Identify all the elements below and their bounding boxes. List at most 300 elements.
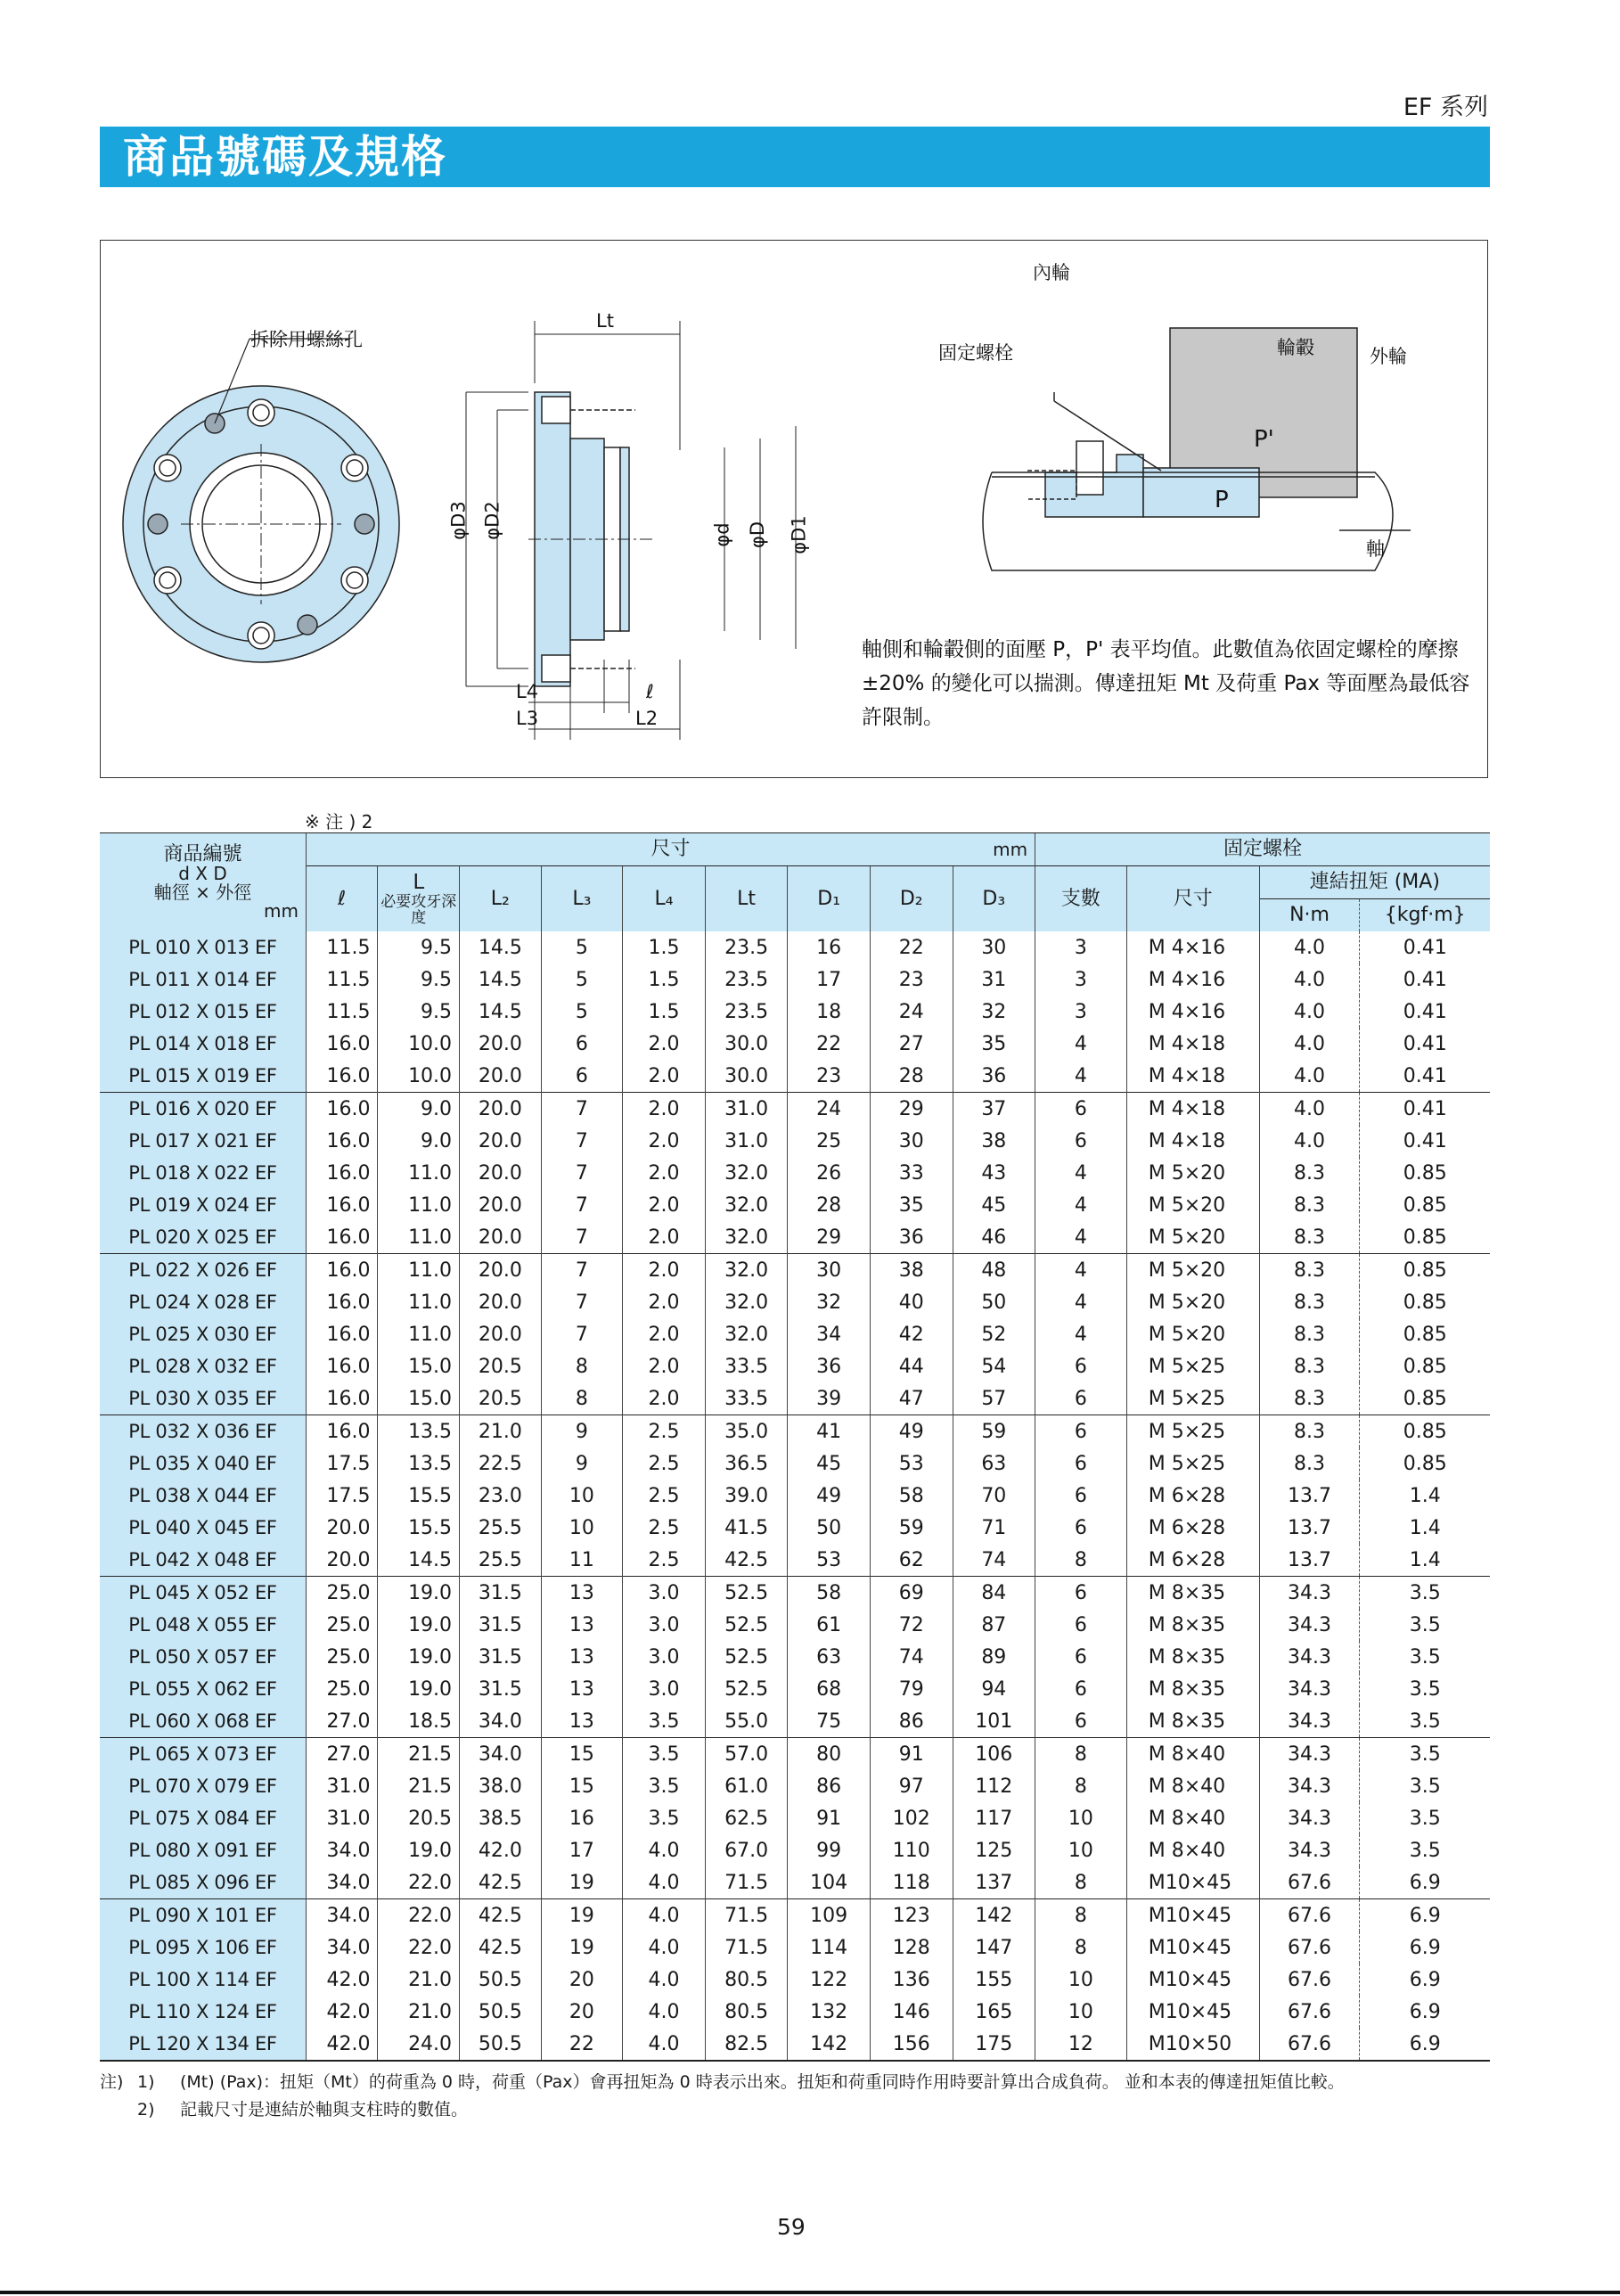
- cell-kgfm: 6.9: [1360, 1996, 1490, 2028]
- cell-L2: 31.5: [460, 1673, 542, 1705]
- cell-Lt: 32.0: [705, 1318, 788, 1350]
- cell-D1: 132: [788, 1996, 871, 2028]
- table-row: [100, 1286, 1490, 1318]
- cell-L3: 16: [541, 1802, 623, 1834]
- footnote-1: (Mt) (Pax)：扭矩（Mt）的荷重為 0 時，荷重（Pax）會再扭矩為 0 時表示出來。扭矩和荷重同時作用時要計算出合成負荷。 並和本表的傳達扭矩值比較。: [180, 2072, 1345, 2092]
- table-row: [100, 1866, 1490, 1899]
- cell-l: 11.5: [306, 931, 378, 964]
- cell-size: M10×45: [1126, 1964, 1259, 1996]
- cell-pn: PL 095 X 106 EF: [100, 1931, 306, 1964]
- cell-nm: 34.3: [1259, 1641, 1360, 1673]
- cell-Lt: 32.0: [705, 1254, 788, 1287]
- cell-Lt: 80.5: [705, 1964, 788, 1996]
- cell-kgfm: 3.5: [1360, 1705, 1490, 1738]
- cell-L: 22.0: [378, 1899, 460, 1932]
- cell-L3: 7: [541, 1221, 623, 1254]
- cell-pn: PL 065 X 073 EF: [100, 1738, 306, 1771]
- cell-count: 3: [1035, 964, 1127, 996]
- cell-size: M 4×18: [1126, 1028, 1259, 1060]
- cell-L3: 20: [541, 1964, 623, 1996]
- table-row: [100, 1189, 1490, 1221]
- cell-kgfm: 0.85: [1360, 1350, 1490, 1382]
- cell-L3: 19: [541, 1931, 623, 1964]
- cell-L3: 19: [541, 1899, 623, 1932]
- cell-nm: 4.0: [1259, 996, 1360, 1028]
- cell-Lt: 57.0: [705, 1738, 788, 1771]
- cell-D2: 128: [870, 1931, 953, 1964]
- table-row: [100, 1996, 1490, 2028]
- cell-D1: 45: [788, 1447, 871, 1480]
- cell-count: 6: [1035, 1480, 1127, 1512]
- cell-Lt: 41.5: [705, 1512, 788, 1544]
- cell-L4: 3.0: [623, 1641, 706, 1673]
- cell-L: 22.0: [378, 1931, 460, 1964]
- cell-L3: 7: [541, 1093, 623, 1126]
- l-small-header: ℓ: [306, 866, 378, 932]
- cell-D3: 106: [953, 1738, 1035, 1771]
- cell-D3: 36: [953, 1060, 1035, 1093]
- cell-L3: 8: [541, 1382, 623, 1415]
- cell-L: 13.5: [378, 1447, 460, 1480]
- cell-nm: 67.6: [1259, 1964, 1360, 1996]
- cell-kgfm: 0.85: [1360, 1221, 1490, 1254]
- cell-L2: 21.0: [460, 1415, 542, 1448]
- cell-count: 8: [1035, 1738, 1127, 1771]
- cell-nm: 8.3: [1259, 1382, 1360, 1415]
- cell-D3: 57: [953, 1382, 1035, 1415]
- cell-pn: PL 025 X 030 EF: [100, 1318, 306, 1350]
- cell-D1: 23: [788, 1060, 871, 1093]
- cell-D3: 37: [953, 1093, 1035, 1126]
- cell-L: 19.0: [378, 1641, 460, 1673]
- cell-size: M 8×40: [1126, 1834, 1259, 1866]
- D3-header: D₃: [953, 866, 1035, 932]
- cell-D1: 63: [788, 1641, 871, 1673]
- cell-l: 16.0: [306, 1382, 378, 1415]
- cell-L: 15.5: [378, 1480, 460, 1512]
- cell-pn: PL 110 X 124 EF: [100, 1996, 306, 2028]
- table-row: [100, 1964, 1490, 1996]
- cell-pn: PL 060 X 068 EF: [100, 1705, 306, 1738]
- table-row: [100, 1577, 1490, 1610]
- cell-D2: 29: [870, 1093, 953, 1126]
- cell-L: 19.0: [378, 1673, 460, 1705]
- cell-count: 4: [1035, 1318, 1127, 1350]
- cell-l: 16.0: [306, 1415, 378, 1448]
- cell-D3: 94: [953, 1673, 1035, 1705]
- cell-Lt: 39.0: [705, 1480, 788, 1512]
- cell-L3: 13: [541, 1577, 623, 1610]
- cell-l: 20.0: [306, 1512, 378, 1544]
- cell-pn: PL 085 X 096 EF: [100, 1866, 306, 1899]
- cell-l: 25.0: [306, 1641, 378, 1673]
- cell-pn: PL 055 X 062 EF: [100, 1673, 306, 1705]
- cell-kgfm: 0.85: [1360, 1157, 1490, 1189]
- product-header: 商品編號 d X D 軸徑 × 外徑 mm: [100, 833, 306, 932]
- cell-l: 31.0: [306, 1770, 378, 1802]
- cell-L3: 22: [541, 2028, 623, 2061]
- cell-nm: 8.3: [1259, 1415, 1360, 1448]
- spec-table-body: [100, 931, 1490, 2061]
- phi-d3-label: φD3: [447, 501, 470, 540]
- cell-pn: PL 035 X 040 EF: [100, 1447, 306, 1480]
- cell-count: 10: [1035, 1964, 1127, 1996]
- cell-L2: 20.5: [460, 1382, 542, 1415]
- table-note-marker: ※ 注 ) 2: [305, 811, 373, 832]
- L-header: L 必要攻牙深度: [378, 866, 460, 932]
- cell-L3: 7: [541, 1189, 623, 1221]
- cell-Lt: 52.5: [705, 1673, 788, 1705]
- cell-L4: 2.0: [623, 1060, 706, 1093]
- cell-L2: 42.5: [460, 1866, 542, 1899]
- cell-L3: 20: [541, 1996, 623, 2028]
- cell-nm: 4.0: [1259, 964, 1360, 996]
- table-row: [100, 1350, 1490, 1382]
- cell-Lt: 71.5: [705, 1899, 788, 1932]
- cell-D2: 28: [870, 1060, 953, 1093]
- cell-size: M 8×35: [1126, 1705, 1259, 1738]
- cell-D3: 50: [953, 1286, 1035, 1318]
- cell-Lt: 61.0: [705, 1770, 788, 1802]
- cell-D1: 36: [788, 1350, 871, 1382]
- cell-nm: 4.0: [1259, 931, 1360, 964]
- cell-L3: 19: [541, 1866, 623, 1899]
- cell-pn: PL 048 X 055 EF: [100, 1609, 306, 1641]
- cell-count: 6: [1035, 1641, 1127, 1673]
- cell-Lt: 67.0: [705, 1834, 788, 1866]
- cell-D3: 112: [953, 1770, 1035, 1802]
- cell-kgfm: 0.85: [1360, 1415, 1490, 1448]
- cell-D3: 137: [953, 1866, 1035, 1899]
- cell-L4: 2.0: [623, 1254, 706, 1287]
- cell-D2: 38: [870, 1254, 953, 1287]
- cell-Lt: 23.5: [705, 931, 788, 964]
- cell-size: M 5×20: [1126, 1254, 1259, 1287]
- cell-count: 6: [1035, 1093, 1127, 1126]
- cell-kgfm: 3.5: [1360, 1802, 1490, 1834]
- cell-D1: 61: [788, 1609, 871, 1641]
- cell-count: 10: [1035, 1996, 1127, 2028]
- cell-count: 6: [1035, 1125, 1127, 1157]
- cell-L2: 25.5: [460, 1544, 542, 1577]
- table-row: [100, 1609, 1490, 1641]
- cell-nm: 8.3: [1259, 1447, 1360, 1480]
- cell-L3: 7: [541, 1254, 623, 1287]
- cell-D3: 71: [953, 1512, 1035, 1544]
- cell-l: 34.0: [306, 1931, 378, 1964]
- cell-L: 11.0: [378, 1189, 460, 1221]
- cell-Lt: 31.0: [705, 1093, 788, 1126]
- cell-kgfm: 0.85: [1360, 1286, 1490, 1318]
- cell-Lt: 62.5: [705, 1802, 788, 1834]
- cell-D3: 31: [953, 964, 1035, 996]
- l4-label: L4: [516, 681, 539, 702]
- cell-l: 17.5: [306, 1480, 378, 1512]
- cell-Lt: 35.0: [705, 1415, 788, 1448]
- cell-D2: 123: [870, 1899, 953, 1932]
- cell-D2: 33: [870, 1157, 953, 1189]
- cell-pn: PL 019 X 024 EF: [100, 1189, 306, 1221]
- count-header: 支數: [1035, 866, 1127, 932]
- cell-D3: 52: [953, 1318, 1035, 1350]
- cell-D3: 70: [953, 1480, 1035, 1512]
- cell-L2: 42.5: [460, 1899, 542, 1932]
- cell-L4: 4.0: [623, 1834, 706, 1866]
- bolt-header: 固定螺栓: [1035, 833, 1490, 866]
- front-view: [123, 339, 399, 662]
- cell-L2: 20.0: [460, 1286, 542, 1318]
- cell-D2: 58: [870, 1480, 953, 1512]
- cell-pn: PL 014 X 018 EF: [100, 1028, 306, 1060]
- cell-count: 6: [1035, 1447, 1127, 1480]
- cell-L2: 23.0: [460, 1480, 542, 1512]
- cell-kgfm: 3.5: [1360, 1641, 1490, 1673]
- cell-D1: 142: [788, 2028, 871, 2061]
- cell-D1: 53: [788, 1544, 871, 1577]
- cell-l: 25.0: [306, 1577, 378, 1610]
- cell-nm: 34.3: [1259, 1577, 1360, 1610]
- cell-D1: 16: [788, 931, 871, 964]
- cell-D2: 30: [870, 1125, 953, 1157]
- hub-label: 輪轂: [1277, 337, 1314, 358]
- cell-kgfm: 6.9: [1360, 1964, 1490, 1996]
- cell-kgfm: 3.5: [1360, 1738, 1490, 1771]
- cell-count: 6: [1035, 1705, 1127, 1738]
- cell-kgfm: 0.41: [1360, 1028, 1490, 1060]
- cell-D2: 36: [870, 1221, 953, 1254]
- cell-L: 9.0: [378, 1093, 460, 1126]
- cell-kgfm: 1.4: [1360, 1480, 1490, 1512]
- cell-D3: 32: [953, 996, 1035, 1028]
- cell-D1: 114: [788, 1931, 871, 1964]
- diagram-panel: [100, 240, 1488, 778]
- cell-D3: 165: [953, 1996, 1035, 2028]
- cell-count: 6: [1035, 1350, 1127, 1382]
- cell-nm: 8.3: [1259, 1286, 1360, 1318]
- cell-count: 6: [1035, 1415, 1127, 1448]
- cell-L3: 5: [541, 931, 623, 964]
- cell-L2: 20.0: [460, 1028, 542, 1060]
- cell-l: 11.5: [306, 964, 378, 996]
- cell-L4: 2.0: [623, 1382, 706, 1415]
- cell-L2: 20.0: [460, 1221, 542, 1254]
- cell-size: M 5×25: [1126, 1415, 1259, 1448]
- cell-l: 11.5: [306, 996, 378, 1028]
- cell-D1: 29: [788, 1221, 871, 1254]
- cell-L2: 20.0: [460, 1125, 542, 1157]
- cell-D2: 91: [870, 1738, 953, 1771]
- cell-L: 11.0: [378, 1254, 460, 1287]
- table-row: [100, 1093, 1490, 1126]
- cell-L3: 13: [541, 1609, 623, 1641]
- cell-size: M 5×20: [1126, 1221, 1259, 1254]
- Lt-header: Lt: [705, 866, 788, 932]
- cell-L2: 31.5: [460, 1577, 542, 1610]
- nm-header: N·m: [1259, 899, 1360, 932]
- cell-size: M 5×20: [1126, 1189, 1259, 1221]
- cell-D1: 80: [788, 1738, 871, 1771]
- cell-l: 25.0: [306, 1673, 378, 1705]
- cell-D2: 146: [870, 1996, 953, 2028]
- cell-count: 8: [1035, 1866, 1127, 1899]
- cell-L: 13.5: [378, 1415, 460, 1448]
- cell-L4: 4.0: [623, 1866, 706, 1899]
- cell-D1: 99: [788, 1834, 871, 1866]
- cell-kgfm: 0.85: [1360, 1254, 1490, 1287]
- cell-D1: 75: [788, 1705, 871, 1738]
- cell-L3: 11: [541, 1544, 623, 1577]
- cell-L4: 3.5: [623, 1705, 706, 1738]
- cell-L: 11.0: [378, 1221, 460, 1254]
- cell-D3: 59: [953, 1415, 1035, 1448]
- phi-d2-label: φD2: [481, 501, 503, 540]
- cell-size: M 4×16: [1126, 931, 1259, 964]
- cell-count: 4: [1035, 1157, 1127, 1189]
- cell-D3: 46: [953, 1221, 1035, 1254]
- cell-D2: 22: [870, 931, 953, 964]
- cell-D3: 101: [953, 1705, 1035, 1738]
- table-row: [100, 964, 1490, 996]
- table-row: [100, 931, 1490, 964]
- cell-nm: 8.3: [1259, 1157, 1360, 1189]
- cell-count: 8: [1035, 1899, 1127, 1932]
- table-row: [100, 1028, 1490, 1060]
- cell-L4: 4.0: [623, 1996, 706, 2028]
- cell-L4: 2.0: [623, 1093, 706, 1126]
- cell-size: M 5×25: [1126, 1350, 1259, 1382]
- cell-Lt: 71.5: [705, 1931, 788, 1964]
- cell-L: 11.0: [378, 1286, 460, 1318]
- cell-size: M 4×18: [1126, 1093, 1259, 1126]
- cell-L3: 6: [541, 1028, 623, 1060]
- cell-pn: PL 024 X 028 EF: [100, 1286, 306, 1318]
- cell-L3: 17: [541, 1834, 623, 1866]
- cell-nm: 34.3: [1259, 1609, 1360, 1641]
- cell-kgfm: 1.4: [1360, 1512, 1490, 1544]
- table-row: [100, 1705, 1490, 1738]
- cell-D1: 50: [788, 1512, 871, 1544]
- cell-L: 19.0: [378, 1609, 460, 1641]
- cell-count: 6: [1035, 1577, 1127, 1610]
- cell-Lt: 33.5: [705, 1382, 788, 1415]
- cell-count: 3: [1035, 996, 1127, 1028]
- cell-nm: 4.0: [1259, 1125, 1360, 1157]
- cell-nm: 67.6: [1259, 1899, 1360, 1932]
- footnote-prefix: 注): [100, 2072, 124, 2092]
- cell-size: M 4×18: [1126, 1060, 1259, 1093]
- cell-D1: 86: [788, 1770, 871, 1802]
- cell-L4: 3.5: [623, 1738, 706, 1771]
- cell-L2: 14.5: [460, 964, 542, 996]
- cell-count: 4: [1035, 1028, 1127, 1060]
- cell-kgfm: 0.41: [1360, 996, 1490, 1028]
- cell-D3: 125: [953, 1834, 1035, 1866]
- cell-D1: 91: [788, 1802, 871, 1834]
- cell-L3: 13: [541, 1641, 623, 1673]
- cell-nm: 34.3: [1259, 1673, 1360, 1705]
- table-row: [100, 1060, 1490, 1093]
- inner-ring-label: 內輪: [1033, 262, 1070, 283]
- cell-pn: PL 020 X 025 EF: [100, 1221, 306, 1254]
- pressure-note: 軸側和輪轂側的面壓 P，P' 表平均值。此數值為依固定螺栓的摩擦 ±20% 的變化可以揣測。傳達扭矩 Mt 及荷重 Pax 等面壓為最低容許限制。: [862, 638, 1470, 729]
- cell-L3: 9: [541, 1415, 623, 1448]
- cell-D2: 118: [870, 1866, 953, 1899]
- table-row: [100, 1512, 1490, 1544]
- cell-l: 27.0: [306, 1705, 378, 1738]
- phi-d1-label: φD1: [788, 515, 810, 554]
- torque-header: 連結扭矩 (MA): [1259, 866, 1490, 899]
- cell-l: 16.0: [306, 1221, 378, 1254]
- cell-count: 10: [1035, 1834, 1127, 1866]
- pressure-view: [983, 328, 1411, 570]
- cell-L2: 20.0: [460, 1189, 542, 1221]
- cell-Lt: 71.5: [705, 1866, 788, 1899]
- cell-count: 10: [1035, 1802, 1127, 1834]
- cell-Lt: 32.0: [705, 1221, 788, 1254]
- table-row: [100, 1318, 1490, 1350]
- table-row: [100, 1641, 1490, 1673]
- cell-size: M10×50: [1126, 2028, 1259, 2061]
- l-small-label: ℓ: [646, 681, 654, 702]
- cell-D2: 49: [870, 1415, 953, 1448]
- table-row: [100, 1544, 1490, 1577]
- table-row: [100, 1931, 1490, 1964]
- table-row: [100, 1254, 1490, 1287]
- cell-kgfm: 0.85: [1360, 1447, 1490, 1480]
- cell-L4: 2.5: [623, 1415, 706, 1448]
- cell-L2: 22.5: [460, 1447, 542, 1480]
- cell-L3: 13: [541, 1673, 623, 1705]
- cell-l: 16.0: [306, 1125, 378, 1157]
- cell-pn: PL 017 X 021 EF: [100, 1125, 306, 1157]
- cell-kgfm: 6.9: [1360, 1866, 1490, 1899]
- cell-D3: 175: [953, 2028, 1035, 2061]
- L3-header: L₃: [541, 866, 623, 932]
- cell-D3: 54: [953, 1350, 1035, 1382]
- cell-D2: 35: [870, 1189, 953, 1221]
- cell-Lt: 33.5: [705, 1350, 788, 1382]
- cell-Lt: 42.5: [705, 1544, 788, 1577]
- cell-L3: 5: [541, 996, 623, 1028]
- cell-D1: 17: [788, 964, 871, 996]
- cell-L: 21.5: [378, 1770, 460, 1802]
- cell-D3: 117: [953, 1802, 1035, 1834]
- cell-l: 20.0: [306, 1544, 378, 1577]
- cell-D2: 59: [870, 1512, 953, 1544]
- cell-L2: 14.5: [460, 996, 542, 1028]
- cell-D1: 39: [788, 1382, 871, 1415]
- D2-header: D₂: [870, 866, 953, 932]
- cell-D2: 69: [870, 1577, 953, 1610]
- cell-L2: 20.0: [460, 1060, 542, 1093]
- cell-nm: 67.6: [1259, 2028, 1360, 2061]
- cell-l: 34.0: [306, 1866, 378, 1899]
- cell-l: 16.0: [306, 1060, 378, 1093]
- cell-pn: PL 016 X 020 EF: [100, 1093, 306, 1126]
- cell-count: 4: [1035, 1060, 1127, 1093]
- cell-l: 42.0: [306, 1964, 378, 1996]
- cell-pn: PL 045 X 052 EF: [100, 1577, 306, 1610]
- table-row: [100, 1802, 1490, 1834]
- cell-L: 11.0: [378, 1157, 460, 1189]
- cell-D2: 97: [870, 1770, 953, 1802]
- cell-pn: PL 038 X 044 EF: [100, 1480, 306, 1512]
- cell-L2: 14.5: [460, 931, 542, 964]
- cell-D1: 28: [788, 1189, 871, 1221]
- cell-size: M 5×20: [1126, 1318, 1259, 1350]
- cell-D3: 84: [953, 1577, 1035, 1610]
- cell-L: 9.5: [378, 964, 460, 996]
